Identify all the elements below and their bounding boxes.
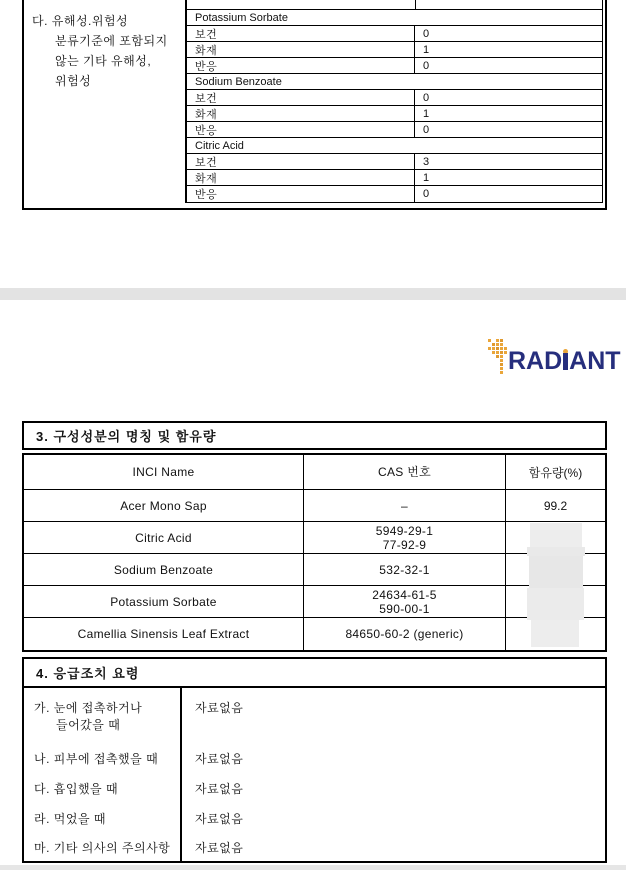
cas-number (304, 586, 506, 617)
rating-row (187, 90, 602, 106)
hazard-rating-subtable (185, 0, 603, 203)
logo-wordmark (508, 348, 621, 374)
substance-name-row (187, 74, 602, 90)
rating-value: 0 (423, 188, 430, 200)
rating-row (187, 122, 602, 138)
rating-value: 1 (423, 43, 430, 56)
rating-value: 1 (423, 107, 430, 120)
rating-row (187, 26, 602, 42)
section3-title-box (22, 421, 607, 450)
hazard-other-hazards-label (24, 0, 185, 208)
rating-label: 반응 (187, 186, 415, 202)
ingredient-row (24, 522, 605, 554)
section3-title: 3. 구성성분의 명칭 및 함유량 (36, 429, 217, 444)
ingredients-header-row (24, 455, 605, 490)
substance-name: Sodium Benzoate (195, 75, 282, 88)
substance-name: Potassium Sorbate (195, 11, 288, 24)
rating-value: 3 (423, 155, 430, 168)
amount-value: 99.2 (543, 498, 568, 513)
first-aid-row (24, 743, 605, 773)
label-line: 위험성 (55, 74, 92, 88)
substance-name-row (187, 138, 602, 154)
rating-value: 0 (423, 123, 430, 136)
first-aid-value: 자료없음 (195, 781, 244, 796)
label-line: 분류기준에 포함되지 (55, 34, 168, 48)
first-aid-row (24, 773, 605, 803)
hazard-classification-table (22, 0, 607, 210)
cas-line: 5949-29-1 (375, 523, 434, 538)
first-aid-value: 자료없음 (195, 840, 244, 855)
rating-value: 0 (423, 27, 430, 40)
rating-label: 화재 (187, 170, 415, 185)
cas-line: – (401, 498, 408, 513)
cas-number (304, 522, 506, 553)
inci-name: Citric Acid (24, 522, 304, 553)
logo-letter-i (562, 348, 569, 374)
first-aid-row (24, 803, 605, 833)
first-aid-row (24, 833, 605, 861)
logo-text-rad: RAD (508, 347, 563, 375)
rating-label: 보건 (187, 26, 415, 41)
cas-line: 84650-60-2 (generic) (345, 627, 464, 641)
inci-name: Acer Mono Sap (24, 490, 304, 521)
rating-label: 화재 (187, 42, 415, 57)
cas-line: 24634-61-5 (372, 587, 437, 602)
radiant-logo (486, 336, 622, 382)
logo-sparkle-icon (488, 339, 491, 342)
col-header-amount: 함유량(%) (528, 465, 583, 480)
inci-name: Camellia Sinensis Leaf Extract (24, 618, 304, 650)
label-line: 않는 기타 유해성, (55, 54, 152, 68)
first-aid-value: 자료없음 (195, 701, 244, 715)
redaction-blur (527, 523, 587, 647)
ingredient-row (24, 618, 605, 650)
cas-line: 77-92-9 (382, 537, 427, 552)
first-aid-label: 마. 기타 의사의 주의사항 (24, 833, 182, 861)
label-line: 가. 눈에 접촉하거나 (34, 701, 143, 715)
rating-label: 화재 (187, 106, 415, 121)
rating-row (187, 58, 602, 74)
cas-number (304, 618, 506, 650)
page-break-divider (0, 288, 626, 300)
cas-number (304, 554, 506, 585)
cas-line: 590-00-1 (379, 601, 430, 616)
rating-value: 0 (423, 59, 430, 72)
logo-text-ant: ANT (569, 347, 621, 375)
inci-name: Sodium Benzoate (24, 554, 304, 585)
ingredient-row (24, 586, 605, 618)
inci-name: Potassium Sorbate (24, 586, 304, 617)
redaction-segment (527, 588, 584, 620)
rating-row (187, 186, 602, 202)
col-header-cas: CAS 번호 (304, 455, 506, 489)
cas-line: 532-32-1 (379, 562, 430, 577)
bottom-page-edge (0, 865, 626, 870)
rating-value: 0 (423, 91, 430, 104)
rating-row (187, 154, 602, 170)
rating-label: 반응 (187, 122, 415, 137)
redaction-segment (531, 620, 579, 647)
first-aid-label: 나. 피부에 접촉했을 때 (24, 743, 182, 773)
first-aid-table (22, 688, 607, 863)
rating-row (187, 106, 602, 122)
first-aid-label (24, 688, 182, 743)
first-aid-label: 라. 먹었을 때 (24, 803, 182, 833)
section4-title-box (22, 657, 607, 688)
redaction-segment (527, 547, 585, 556)
ingredient-row (24, 554, 605, 586)
redaction-segment (530, 523, 582, 547)
rating-value: 1 (423, 171, 430, 184)
ingredients-table (22, 453, 607, 652)
first-aid-label: 다. 흡입했을 때 (24, 773, 182, 803)
rating-row (187, 170, 602, 186)
first-aid-value: 자료없음 (195, 811, 244, 826)
redaction-segment (529, 556, 583, 588)
rating-row (187, 42, 602, 58)
label-line: 들어갔을 때 (56, 718, 121, 732)
section4-title: 4. 응급조치 요령 (36, 666, 140, 681)
substance-name-row (187, 10, 602, 26)
logo-i-bar (563, 353, 568, 370)
first-aid-value: 자료없음 (195, 751, 244, 766)
label-line: 다. 유해성.위험성 (32, 14, 129, 28)
rating-label: 반응 (187, 58, 415, 73)
first-aid-row (24, 688, 605, 743)
cas-number (304, 490, 506, 521)
col-header-inci: INCI Name (24, 455, 304, 489)
ingredient-row (24, 490, 605, 522)
rating-label: 보건 (187, 154, 415, 169)
rating-label: 보건 (187, 90, 415, 105)
substance-name: Citric Acid (195, 139, 244, 152)
partial-cutoff-row (187, 0, 602, 10)
